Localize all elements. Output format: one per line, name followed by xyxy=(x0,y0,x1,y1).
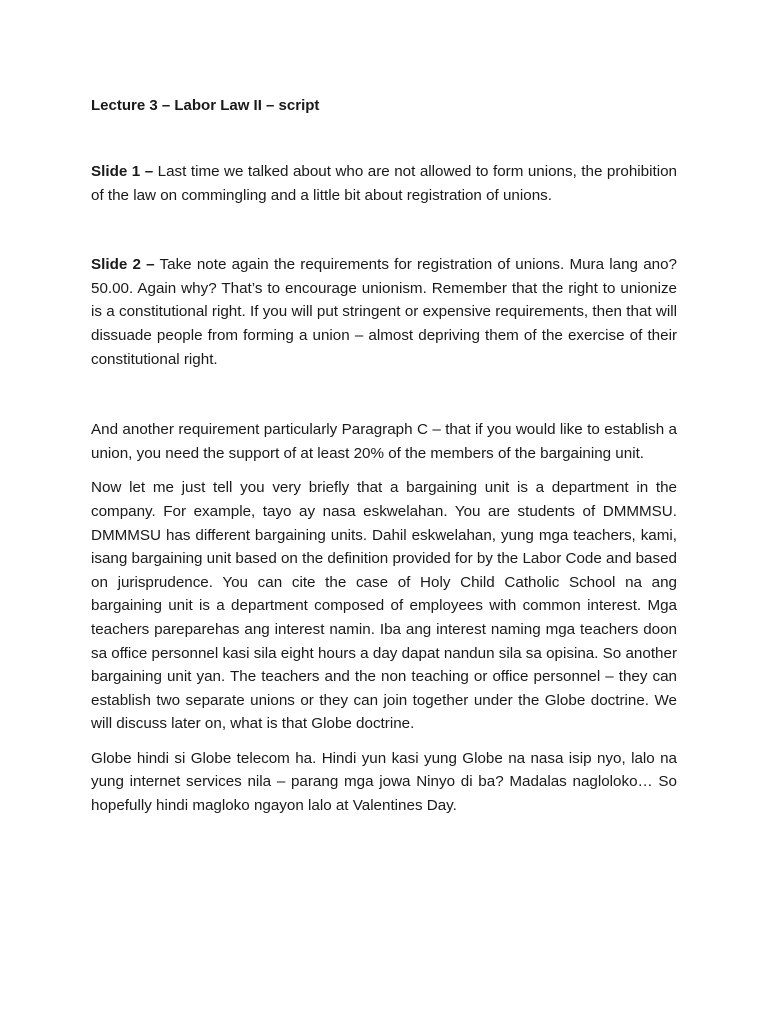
paragraph-globe: Globe hindi si Globe telecom ha. Hindi yun kasi yung Globe na nasa isip nyo, lalo na yung internet services nila – parang mga jowa Ninyo di ba? Madalas nagloloko… So hopefully hindi magloko ngayon lalo at Valentines Day. xyxy=(91,749,677,815)
slide-2-heading: Slide 2 – xyxy=(91,256,155,274)
paragraph-requirement-c: And another requirement particularly Paragraph C – that if you would like to establish a union, you need the support of at least 20% of the members of the bargaining unit. xyxy=(91,421,677,462)
paragraph-bargaining-unit: Now let me just tell you very briefly that a bargaining unit is a department in the company. For example, tayo ay nasa eskwelahan. You are students of DMMMSU. DMMMSU has different bargaining units. Dahil eskwelahan, yung mga teachers, kami, isang bargaining unit based on the definition provided for by the Labor Code and based on jurisprudence. You can cite the case of Holy Child Catholic School na ang bargaining unit is a department composed of employees with common interest. Mga teachers pareparehas ang interest namin. Iba ang interest naming mga teachers doon sa office personnel kasi sila eight hours a day dapat nandun sila sa opisina. So another bargaining unit yan. The teachers and the non teaching or office personnel – they can establish two separate unions or they can join together under the Globe doctrine. We will discuss later on, what is that Globe doctrine. xyxy=(91,479,677,733)
document-title: Lecture 3 – Labor Law II – script xyxy=(91,97,320,114)
paragraph-slide-2 xyxy=(91,253,677,371)
slide-1-text: Last time we talked about who are not allowed to form unions, the prohibition of the law on commingling and a little bit about registration of unions. xyxy=(91,163,677,204)
paragraph-slide-1 xyxy=(91,160,677,207)
document-page xyxy=(91,94,677,818)
slide-1-heading: Slide 1 – xyxy=(91,163,154,180)
slide-2-text: Take note again the requirements for registration of unions. Mura lang ano? 50.00. Again why? That’s to encourage unionism. Remember that the right to unionize is a constitutional right. If you will put stringent or expensive requirements, then that will dissuade people from forming a union – almost depriving them of the exercise of their constitutional right. xyxy=(91,256,677,368)
